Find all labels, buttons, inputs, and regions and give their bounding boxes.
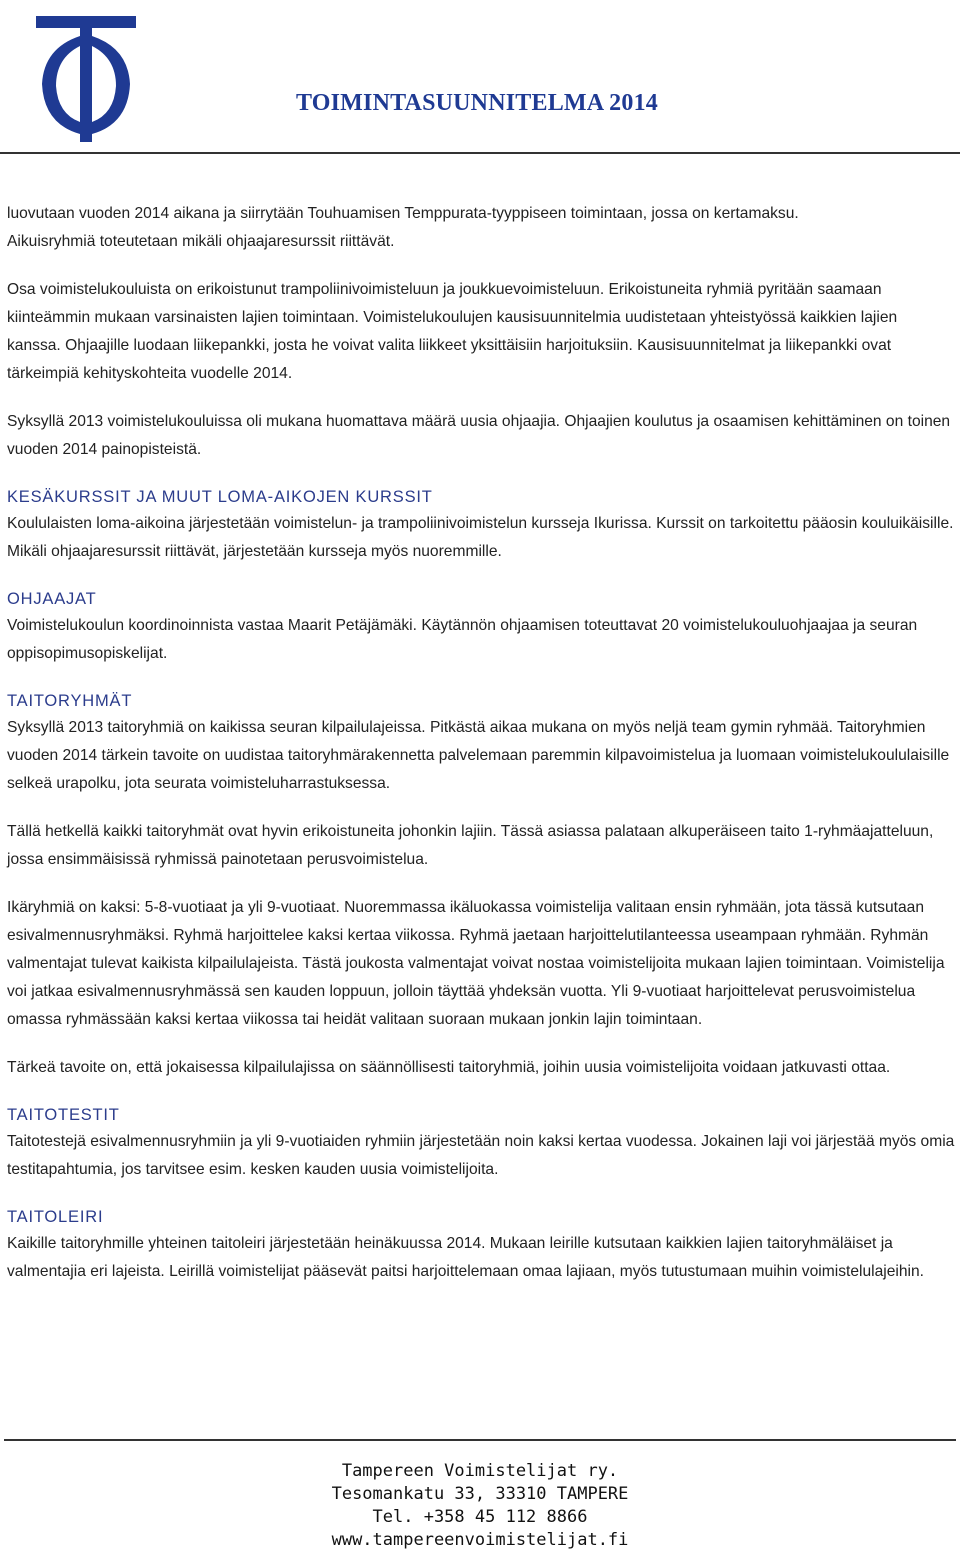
paragraph: luovutaan vuoden 2014 aikana ja siirrytään Touhuamisen Temppurata-tyyppiseen toimintaan, jossa on kertamaksu. [7, 205, 799, 222]
section-heading: OHJAAJAT [7, 590, 97, 608]
paragraph: Taitotestejä esivalmennusryhmiin ja yli 9-vuotiaiden ryhmiin järjestetään noin kaksi kertaa vuodessa. Jokainen laji voi järjestää myös omia testitapahtumia, jos tarvitsee esim. kesken kauden uusia voimistelijoita. [7, 1133, 955, 1178]
paragraph: Tärkeä tavoite on, että jokaisessa kilpailulajissa on säännöllisesti taitoryhmiä, joihin uusia voimistelijoita voidaan jatkuvasti ottaa. [7, 1059, 891, 1076]
footer-address: Tesomankatu 33, 33310 TAMPERE [331, 1484, 629, 1504]
section-heading: TAITORYHMÄT [7, 692, 133, 710]
document-body [7, 200, 955, 1286]
footer-organization: Tampereen Voimistelijat ry. [341, 1461, 619, 1481]
footer-divider [4, 1439, 956, 1441]
paragraph: Syksyllä 2013 voimistelukouluissa oli mukana huomattava määrä uusia ohjaajia. Ohjaajien koulutus ja osaamisen kehittäminen on toinen vuoden 2014 painopisteistä. [7, 413, 951, 458]
page-footer [0, 1460, 960, 1552]
paragraph: Ikäryhmiä on kaksi: 5-8-vuotiaat ja yli 9-vuotiaat. Nuoremmassa ikäluokassa voimistelija valitaan ensin ryhmään, jota tässä kutsutaan esivalmennusryhmäksi. Ryhmä harjoittelee kaksi kertaa viikossa. Ryhmä jaetaan harjoittelutilanteessa useampaan ryhmään. Ryhmän valmentajat tulevat kaikista kilpailulajeista. Tästä joukosta valmentajat voivat nostaa voimistelijoita mukaan lajien toimintaan. Voimistelija voi jatkaa esivalmennusryhmässä sen kauden loppuun, jolloin täyttää yhdeksän vuotta. Yli 9-vuotiaat harjoittelevat perusvoimistelua omassa ryhmässään kaksi kertaa viikossa tai heidät valitaan suoraan mukaan jonkin lajin toimintaan. [7, 899, 945, 1028]
section-heading: KESÄKURSSIT JA MUUT LOMA-AIKOJEN KURSSIT [7, 488, 433, 506]
paragraph: Tällä hetkellä kaikki taitoryhmät ovat hyvin erikoistuneita johonkin lajiin. Tässä asiassa palataan alkuperäiseen taito 1-ryhmäajatteluun, jossa ensimmäisissä ryhmissä painotetaan perusvoimistelua. [7, 823, 934, 868]
page-header [0, 0, 960, 158]
paragraph: Voimistelukoulun koordinoinnista vastaa Maarit Petäjämäki. Käytännön ohjaamisen toteuttavat 20 voimistelukouluohjaajaa ja seuran oppisopimusopiskelijat. [7, 617, 918, 662]
section-heading: TAITOTESTIT [7, 1106, 120, 1124]
paragraph: Kaikille taitoryhmille yhteinen taitoleiri järjestetään heinäkuussa 2014. Mukaan leirille kutsutaan kaikkien lajien taitoryhmäläiset ja valmentajia eri lajeista. Leirillä voimistelijat pääsevät paitsi harjoittelemaan omaa lajiaan, myös tutustumaan muihin voimistelulajeihin. [7, 1235, 925, 1280]
paragraph: Aikuisryhmiä toteutetaan mikäli ohjaajaresurssit riittävät. [7, 233, 395, 250]
paragraph: Koululaisten loma-aikoina järjestetään voimistelun- ja trampoliinivoimistelun kursseja Ikurissa. Kurssit on tarkoitettu pääosin kouluikäisille. Mikäli ohjaajaresurssit riittävät, järjestetään kursseja myös nuoremmille. [7, 515, 954, 560]
footer-website: www.tampereenvoimistelijat.fi [331, 1530, 629, 1550]
paragraph: Syksyllä 2013 taitoryhmiä on kaikissa seuran kilpailulajeissa. Pitkästä aikaa mukana on myös neljä team gymin ryhmää. Taitoryhmien vuoden 2014 tärkein tavoite on uudistaa taitoryhmärakennetta palvelemaan paremmin kilpavoimistelua ja luomaan voimistelukoululaisille selkeä urapolku, jota seurata voimisteluharrastuksessa. [7, 719, 950, 792]
document-title: TOIMINTASUUNNITELMA 2014 [296, 90, 658, 116]
paragraph: Osa voimistelukouluista on erikoistunut trampoliinivoimisteluun ja joukkuevoimisteluun. Erikoistuneita ryhmiä pyritään saamaan kiinteämmin mukaan varsinaisten lajien toimintaan. Voimistelukoulujen kausisuunnitelmia uudistetaan yhteistyössä kaikkien lajien kanssa. Ohjaajille luodaan liikepankki, josta he voivat valita liikkeet yksittäisiin harjoituksiin. Kausisuunnitelmat ja liikepankki ovat tärkeimpiä kehityskohteita vuodelle 2014. [7, 281, 898, 382]
header-divider [0, 152, 960, 154]
footer-phone: Tel. +358 45 112 8866 [372, 1507, 588, 1527]
section-heading: TAITOLEIRI [7, 1208, 104, 1226]
club-logo-icon [32, 6, 140, 144]
